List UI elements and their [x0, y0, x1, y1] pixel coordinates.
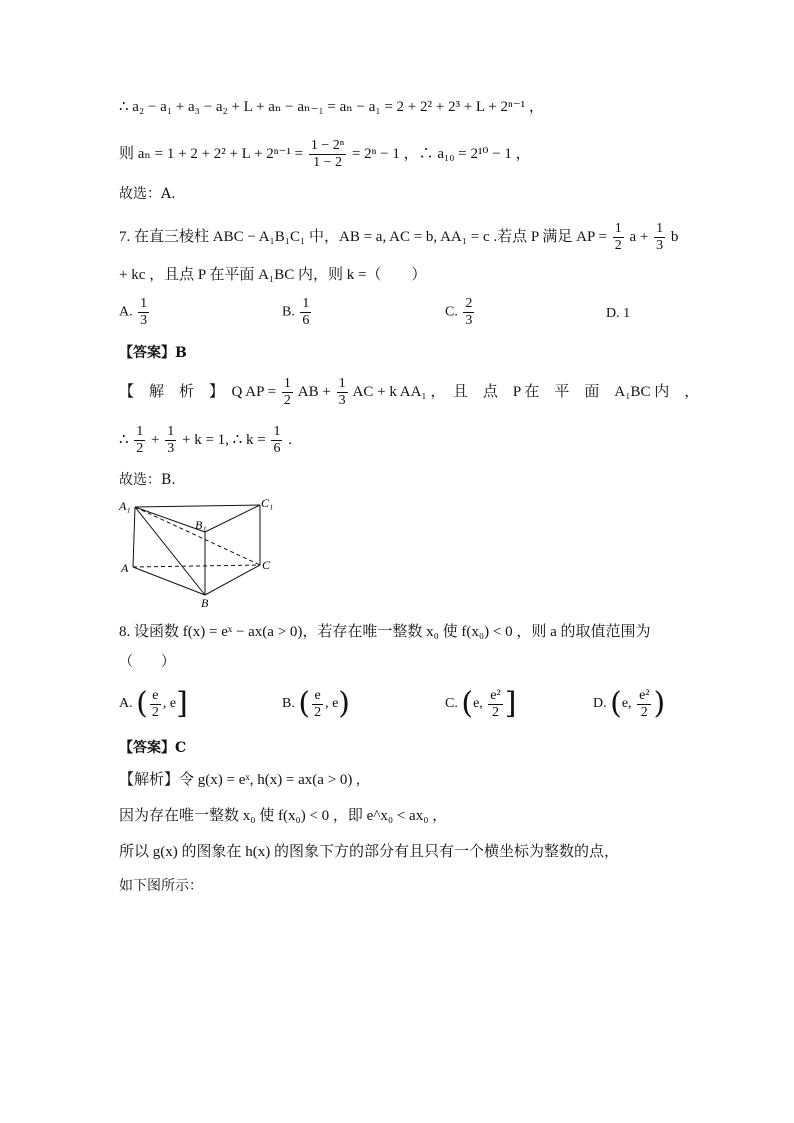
edge-a-c [133, 565, 260, 567]
q7-option-b-num: 1 [302, 296, 310, 311]
q7-option-a-label: A. [119, 304, 133, 320]
q7-option-a-den: 3 [140, 313, 148, 328]
q8-option-d-lparen: ( [610, 686, 622, 721]
q7-frac-1-num: 1 [614, 221, 622, 236]
q7-option-c-den: 3 [465, 313, 473, 328]
an-formula-right: = 2ⁿ − 1 ，∴ a₁₀ = 2¹⁰ − 1 ， [351, 145, 531, 162]
q8-option-c-head: e, [473, 696, 487, 712]
label-c: C [262, 558, 271, 572]
edge-b1-c1 [205, 505, 260, 532]
answer-7-choice: 故选：B. [119, 472, 176, 488]
q7-frac-2-den: 3 [656, 238, 664, 253]
question-7-line-1 [119, 221, 678, 254]
edge-a1-c1 [135, 505, 260, 507]
sol7-frac-1-num: 1 [283, 376, 291, 391]
q8-option-d-head: e, [621, 696, 636, 712]
q8-option-a-den: 2 [151, 704, 159, 720]
solution-7-line-1 [119, 376, 699, 409]
sol7-b-frac-1-den: 2 [136, 441, 144, 456]
sol7-b-end: . [288, 431, 292, 448]
sol7-frac-1 [282, 376, 293, 409]
q7-option-d [606, 306, 630, 322]
sol7-b-frac-1 [134, 424, 145, 457]
q8-option-b [282, 684, 350, 724]
solution-8-line-1: 【解析】令 g(x) = eˣ, h(x) = ax(a > 0) , [119, 772, 360, 788]
q8-option-a-num: e [150, 688, 161, 705]
q8-option-c-den: 2 [491, 704, 499, 720]
q8-option-d-frac [637, 688, 651, 721]
sol7-b-frac-2 [165, 424, 176, 457]
q7-option-c-frac [463, 296, 474, 329]
solution-8-line-2: 因为存在唯一整数 x₀ 使 f(x₀) < 0 ，即 e^x₀ < ax₀ ， [119, 808, 448, 824]
q8-option-b-frac [312, 688, 323, 721]
answer-7-label: 【答案】B [119, 345, 187, 361]
q8-option-d-num: e² [639, 687, 650, 703]
edge-a1-a [133, 507, 135, 567]
q8-option-b-tail: , e [325, 696, 339, 712]
sol7-start: 【 解 析 】 Q AP = [119, 383, 277, 400]
sol7-mid-1: AB + [297, 383, 331, 400]
q7-option-b-label: B. [282, 304, 295, 320]
sol7-b-frac-3 [271, 424, 282, 457]
sol7-b-frac-2-den: 3 [167, 441, 175, 456]
q8-option-a-rparen: ] [176, 686, 188, 721]
answer-8-label: 【答案】C [119, 740, 187, 756]
question-7-line-2: + kc ，且点 P 在平面 A₁BC 内，则 k =（ ） [119, 267, 427, 283]
q7-mid: a + [629, 228, 649, 245]
solution-7-line-2 [119, 424, 292, 457]
q7-frac-2-num: 1 [656, 221, 664, 236]
an-fraction-num: 1 − 2ⁿ [310, 138, 345, 153]
q7-option-c-num: 2 [465, 296, 473, 311]
sol7-mid-2: AC + k AA₁ ， 且 点 P 在 平 面 A₁BC 内 ， [352, 383, 700, 400]
q8-option-a [119, 684, 188, 724]
q8-option-c-rparen: ] [504, 686, 517, 721]
q7-frac-1-den: 2 [614, 238, 622, 253]
q7-option-a-frac [138, 296, 149, 329]
sol7-b-plus: + [151, 431, 160, 448]
sol7-b-frac-3-num: 1 [273, 424, 281, 439]
an-formula-line [119, 138, 531, 171]
an-fraction-den: 1 − 2 [313, 155, 343, 170]
q8-option-c [445, 684, 516, 724]
q8-option-d-rparen: ) [653, 686, 666, 721]
edge-a1-c [135, 507, 260, 565]
label-b: B [201, 596, 209, 610]
answer-6-choice: 故选：A. [119, 186, 176, 202]
q8-option-a-tail: , e [162, 696, 177, 712]
q8-option-c-lparen: ( [461, 686, 474, 721]
label-a: A [121, 561, 129, 575]
q8-option-c-label: C. [445, 696, 458, 712]
q8-option-b-label: B. [282, 696, 295, 712]
q8-option-d-label: D. [593, 696, 607, 712]
sol7-b-mid: + k = 1, ∴ k = [182, 431, 266, 448]
prism-figure [115, 495, 285, 610]
q7-option-d-label: D. [606, 306, 620, 321]
q7-option-c [445, 296, 476, 329]
q8-option-c-num: e² [490, 687, 501, 703]
q8-option-b-den: 2 [314, 704, 322, 720]
q7-frac-2 [654, 221, 665, 254]
q8-option-a-label: A. [119, 696, 133, 712]
q8-option-d-den: 2 [640, 704, 648, 720]
an-fraction [309, 138, 346, 171]
question-8-line-1: 8. 设函数 f(x) = eˣ − ax(a > 0)，若存在唯一整数 x₀ 使 f(x₀) < 0 ，则 a 的取值范围为 [119, 624, 651, 640]
solution-8-line-4: 如下图所示： [119, 878, 203, 894]
q8-option-a-frac [150, 688, 161, 721]
solution-8-line-3: 所以 g(x) 的图象在 h(x) 的图象下方的部分有且只有一个横坐标为整数的点， [119, 844, 619, 860]
q8-option-d [593, 684, 665, 724]
q7-option-a [119, 296, 151, 329]
q7-option-c-label: C. [445, 304, 458, 320]
q8-option-c-frac [488, 688, 502, 721]
sol7-frac-1-den: 2 [283, 393, 291, 408]
q7-option-a-num: 1 [140, 296, 148, 311]
q8-option-b-num: e [312, 688, 323, 705]
label-b1: B₁ [195, 518, 207, 532]
sol7-frac-2 [337, 376, 348, 409]
edge-b-c [205, 565, 260, 595]
q8-option-a-lparen: ( [136, 686, 148, 721]
sum-line: ∴ a₂ − a₁ + a₃ − a₂ + L + aₙ − aₙ₋₁ = aₙ − a₁ = 2 + 2² + 2³ + L + 2ⁿ⁻¹ ， [119, 99, 544, 115]
q7-option-b-den: 6 [302, 313, 310, 328]
label-a1: A₁ [119, 499, 131, 513]
q7-end: b [670, 228, 679, 245]
sol7-therefore: ∴ [119, 431, 129, 448]
label-c1: C₁ [261, 496, 274, 510]
q8-option-b-rparen: ) [338, 686, 350, 721]
q7-option-b-frac [300, 296, 311, 329]
question-8-line-2: （ ） [119, 654, 175, 670]
q7-option-d-text: 1 [623, 306, 631, 321]
sol7-b-frac-2-num: 1 [167, 424, 175, 439]
question-7-text: 7. 在直三棱柱 ABC − A₁B₁C₁ 中，AB = a, AC = b, AA₁ = c .若点 P 满足 AP = [119, 228, 607, 245]
sol7-b-frac-1-num: 1 [136, 424, 144, 439]
q7-frac-1 [613, 221, 624, 254]
q7-option-b [282, 296, 313, 329]
sol7-frac-2-num: 1 [338, 376, 346, 391]
sol7-b-frac-3-den: 6 [273, 441, 281, 456]
sol7-frac-2-den: 3 [338, 393, 346, 408]
q8-option-b-lparen: ( [298, 686, 311, 721]
an-formula-left: 则 aₙ = 1 + 2 + 2² + L + 2ⁿ⁻¹ = [119, 145, 304, 162]
